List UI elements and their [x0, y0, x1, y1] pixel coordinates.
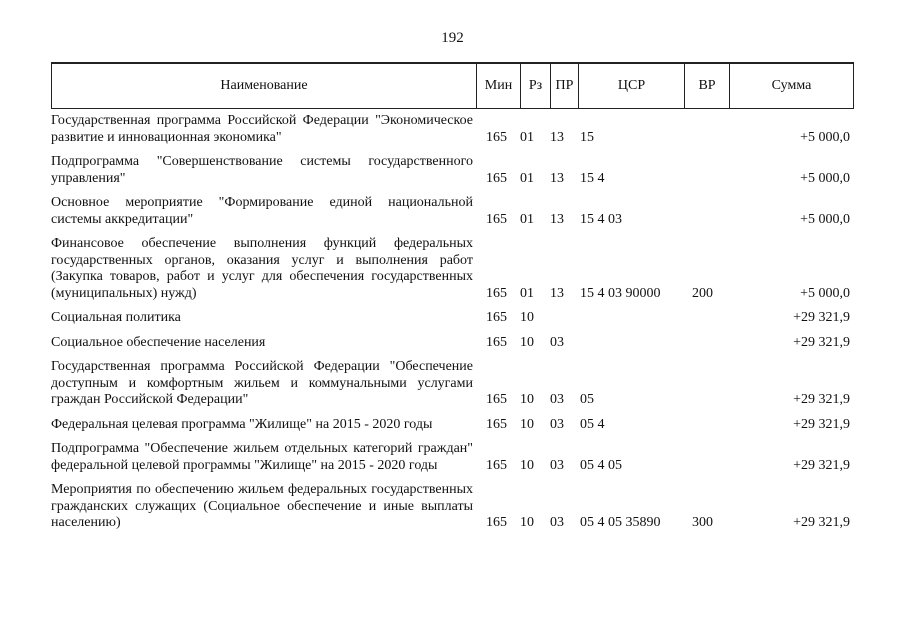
row-sum: +29 321,9: [793, 392, 850, 407]
row-name: Финансовое обеспечение выполнения функций федеральных государственных органов, оказания услуг и выполнения работ (Закупка товаров, работ и услуг для обеспечения государственных (муниципальных) нужд): [51, 236, 473, 301]
row-name: Государственная программа Российской Федерации "Экономическое развитие и инновационная экономика": [51, 113, 473, 145]
row-sum: +29 321,9: [793, 416, 850, 432]
row-name: Федеральная целевая программа "Жилище" на 2015 - 2020 годы: [51, 416, 433, 432]
table-row: [51, 441, 854, 474]
row-csr: 05 4 05: [580, 457, 622, 473]
row-csr: 15 4 03 90000: [580, 285, 661, 301]
row-min: 165: [486, 515, 507, 530]
table-row: [51, 482, 854, 532]
row-name: Социальное обеспечение населения: [51, 334, 266, 350]
header-pr: ПР: [551, 64, 579, 108]
table-row: [51, 335, 854, 352]
row-rz: 01: [520, 211, 534, 227]
row-rz: 10: [520, 515, 534, 530]
row-min: 165: [486, 129, 507, 145]
table-row: [51, 359, 854, 409]
row-pr: 13: [550, 129, 564, 145]
row-name: Подпрограмма "Совершенствование системы государственного управления": [51, 154, 473, 186]
row-name: Социальная политика: [51, 310, 181, 325]
row-min: 165: [486, 310, 507, 325]
row-min: 165: [486, 170, 507, 186]
row-sum: +29 321,9: [793, 334, 850, 350]
table-row: [51, 195, 854, 228]
header-rz: Рз: [521, 64, 551, 108]
row-rz: 01: [520, 129, 534, 145]
row-rz: 10: [520, 416, 534, 432]
header-name: Наименование: [52, 64, 477, 108]
table-row: [51, 310, 854, 327]
row-csr: 15: [580, 129, 594, 145]
row-csr: 05 4 05 35890: [580, 515, 661, 530]
row-rz: 10: [520, 310, 534, 325]
row-name: Государственная программа Российской Федерации "Обеспечение доступным и комфортным жильем и коммунальными услугами граждан Российской Федерации": [51, 359, 473, 407]
row-min: 165: [486, 416, 507, 432]
row-sum: +29 321,9: [793, 457, 850, 473]
header-vr: ВР: [685, 64, 730, 108]
row-rz: 10: [520, 334, 534, 350]
row-csr: 05: [580, 392, 594, 407]
row-min: 165: [486, 457, 507, 473]
row-name: Мероприятия по обеспечению жильем федеральных государственных гражданских служащих (Социальное обеспечение и иные выплаты населению): [51, 482, 473, 530]
row-rz: 10: [520, 457, 534, 473]
row-name: Основное мероприятие "Формирование единой национальной системы аккредитации": [51, 195, 473, 227]
row-pr: 03: [550, 515, 564, 530]
row-min: 165: [486, 392, 507, 407]
table-header: [51, 62, 854, 109]
row-name: Подпрограмма "Обеспечение жильем отдельных категорий граждан" федеральной целевой программы "Жилище" на 2015 - 2020 годы: [51, 441, 473, 473]
row-sum: +29 321,9: [793, 310, 850, 325]
row-pr: 13: [550, 170, 564, 186]
row-pr: 03: [550, 334, 564, 350]
row-csr: 05 4: [580, 416, 605, 432]
header-csr: ЦСР: [579, 64, 685, 108]
row-pr: 13: [550, 211, 564, 227]
header-sum: Сумма: [771, 78, 812, 93]
row-rz: 01: [520, 285, 534, 301]
row-pr: 13: [550, 285, 564, 301]
row-vr: 200: [692, 285, 713, 301]
row-min: 165: [486, 334, 507, 350]
header-min: Мин: [477, 64, 521, 108]
row-min: 165: [486, 211, 507, 227]
row-min: 165: [486, 285, 507, 301]
row-pr: 03: [550, 416, 564, 432]
table-body: [51, 113, 854, 540]
row-rz: 01: [520, 170, 534, 186]
row-sum: +5 000,0: [800, 170, 850, 186]
row-vr: 300: [692, 515, 713, 530]
row-csr: 15 4: [580, 170, 605, 186]
row-sum: +29 321,9: [793, 515, 850, 530]
row-sum: +5 000,0: [800, 211, 850, 227]
table-row: [51, 113, 854, 146]
row-pr: 03: [550, 457, 564, 473]
row-sum: +5 000,0: [800, 129, 850, 145]
page-number: 192: [441, 30, 464, 46]
row-pr: 03: [550, 392, 564, 407]
row-sum: +5 000,0: [800, 285, 850, 301]
row-rz: 10: [520, 392, 534, 407]
table-row: [51, 154, 854, 187]
row-csr: 15 4 03: [580, 211, 622, 227]
table-row: [51, 236, 854, 302]
table-row: [51, 417, 854, 434]
